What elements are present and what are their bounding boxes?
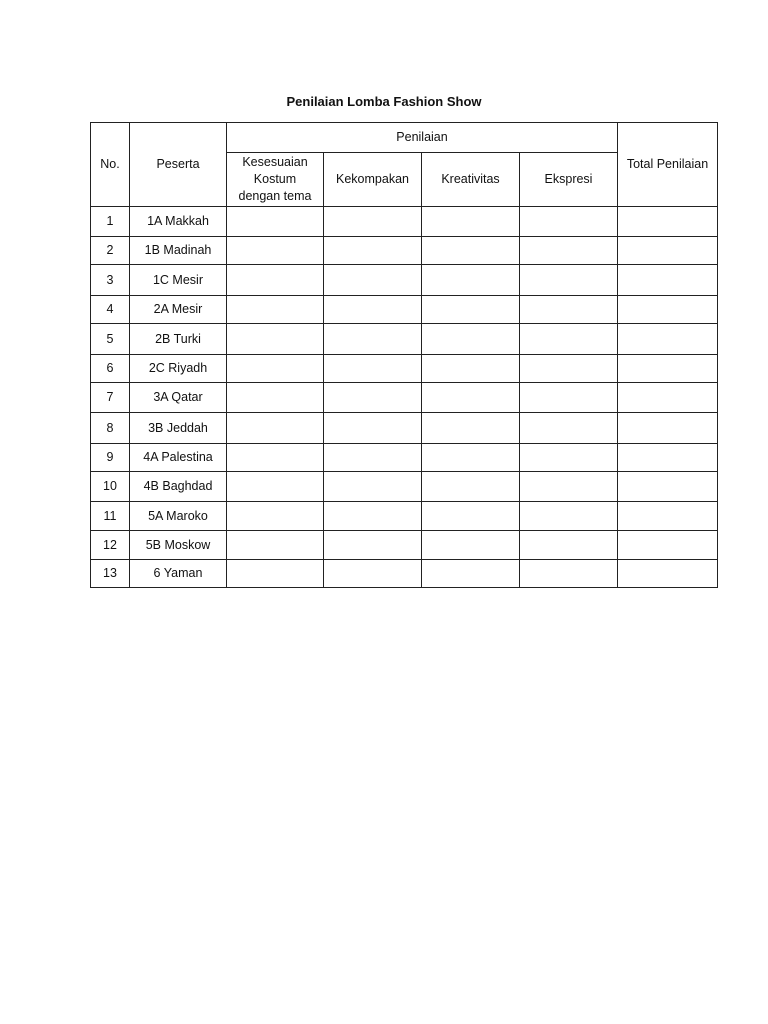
cell-kreativitas	[422, 296, 520, 324]
cell-kreativitas	[422, 531, 520, 560]
cell-kesesuaian-kostum	[227, 324, 324, 355]
table-row	[91, 472, 718, 502]
cell-no: 2	[91, 237, 130, 265]
cell-no: 6	[91, 355, 130, 383]
cell-ekspresi	[520, 296, 618, 324]
cell-ekspresi	[520, 383, 618, 413]
cell-kesesuaian-kostum	[227, 531, 324, 560]
cell-total-penilaian	[618, 502, 718, 531]
cell-total-penilaian	[618, 383, 718, 413]
cell-kekompakan	[324, 296, 422, 324]
cell-kekompakan	[324, 207, 422, 237]
cell-ekspresi	[520, 472, 618, 502]
cell-kreativitas	[422, 265, 520, 296]
cell-total-penilaian	[618, 560, 718, 588]
cell-peserta: 2C Riyadh	[130, 355, 227, 383]
cell-no: 13	[91, 560, 130, 588]
cell-total-penilaian	[618, 531, 718, 560]
cell-no: 1	[91, 207, 130, 237]
cell-kreativitas	[422, 444, 520, 472]
table-row	[91, 383, 718, 413]
cell-no: 11	[91, 502, 130, 531]
cell-kreativitas	[422, 237, 520, 265]
cell-total-penilaian	[618, 413, 718, 444]
header-peserta: Peserta	[130, 123, 227, 207]
cell-kesesuaian-kostum	[227, 355, 324, 383]
cell-kekompakan	[324, 413, 422, 444]
header-no: No.	[91, 123, 130, 207]
cell-kekompakan	[324, 560, 422, 588]
cell-kreativitas	[422, 560, 520, 588]
header-kesesuaian-kostum: Kesesuaian Kostum dengan tema	[227, 153, 324, 207]
cell-no: 4	[91, 296, 130, 324]
table-row	[91, 413, 718, 444]
cell-kesesuaian-kostum	[227, 444, 324, 472]
header-ekspresi: Ekspresi	[520, 153, 618, 207]
cell-kekompakan	[324, 324, 422, 355]
cell-peserta: 1C Mesir	[130, 265, 227, 296]
cell-no: 3	[91, 265, 130, 296]
cell-peserta: 2B Turki	[130, 324, 227, 355]
cell-kreativitas	[422, 324, 520, 355]
cell-peserta: 5B Moskow	[130, 531, 227, 560]
cell-no: 8	[91, 413, 130, 444]
table-row	[91, 444, 718, 472]
header-total-penilaian: Total Penilaian	[618, 123, 718, 207]
cell-no: 10	[91, 472, 130, 502]
cell-kreativitas	[422, 383, 520, 413]
cell-kesesuaian-kostum	[227, 296, 324, 324]
cell-ekspresi	[520, 265, 618, 296]
cell-kekompakan	[324, 265, 422, 296]
header-kekompakan: Kekompakan	[324, 153, 422, 207]
cell-ekspresi	[520, 531, 618, 560]
cell-no: 12	[91, 531, 130, 560]
table-body	[91, 207, 718, 588]
table-row	[91, 560, 718, 588]
table-row	[91, 531, 718, 560]
cell-ekspresi	[520, 413, 618, 444]
cell-peserta: 4A Palestina	[130, 444, 227, 472]
cell-no: 5	[91, 324, 130, 355]
cell-ekspresi	[520, 444, 618, 472]
cell-total-penilaian	[618, 324, 718, 355]
cell-kreativitas	[422, 502, 520, 531]
table-row	[91, 207, 718, 237]
cell-total-penilaian	[618, 472, 718, 502]
cell-ekspresi	[520, 355, 618, 383]
cell-kreativitas	[422, 355, 520, 383]
cell-total-penilaian	[618, 207, 718, 237]
cell-kesesuaian-kostum	[227, 560, 324, 588]
cell-peserta: 2A Mesir	[130, 296, 227, 324]
table-row	[91, 296, 718, 324]
cell-kekompakan	[324, 531, 422, 560]
cell-kekompakan	[324, 444, 422, 472]
cell-ekspresi	[520, 207, 618, 237]
table-row	[91, 324, 718, 355]
header-penilaian: Penilaian	[227, 123, 618, 153]
cell-ekspresi	[520, 502, 618, 531]
cell-ekspresi	[520, 324, 618, 355]
cell-peserta: 1A Makkah	[130, 207, 227, 237]
cell-kesesuaian-kostum	[227, 413, 324, 444]
cell-kesesuaian-kostum	[227, 207, 324, 237]
cell-kreativitas	[422, 207, 520, 237]
cell-peserta: 3B Jeddah	[130, 413, 227, 444]
score-table	[90, 122, 718, 588]
cell-kekompakan	[324, 472, 422, 502]
cell-kekompakan	[324, 355, 422, 383]
cell-no: 7	[91, 383, 130, 413]
cell-peserta: 6 Yaman	[130, 560, 227, 588]
cell-total-penilaian	[618, 444, 718, 472]
cell-kesesuaian-kostum	[227, 237, 324, 265]
cell-kekompakan	[324, 502, 422, 531]
cell-total-penilaian	[618, 265, 718, 296]
cell-kekompakan	[324, 383, 422, 413]
cell-total-penilaian	[618, 296, 718, 324]
cell-kesesuaian-kostum	[227, 265, 324, 296]
cell-kesesuaian-kostum	[227, 472, 324, 502]
cell-no: 9	[91, 444, 130, 472]
table-row	[91, 237, 718, 265]
cell-ekspresi	[520, 560, 618, 588]
cell-ekspresi	[520, 237, 618, 265]
cell-kreativitas	[422, 472, 520, 502]
cell-kekompakan	[324, 237, 422, 265]
table-row	[91, 355, 718, 383]
cell-peserta: 4B Baghdad	[130, 472, 227, 502]
page-title: Penilaian Lomba Fashion Show	[286, 94, 482, 109]
cell-kesesuaian-kostum	[227, 383, 324, 413]
cell-peserta: 5A Maroko	[130, 502, 227, 531]
cell-total-penilaian	[618, 237, 718, 265]
cell-peserta: 3A Qatar	[130, 383, 227, 413]
cell-kreativitas	[422, 413, 520, 444]
cell-kesesuaian-kostum	[227, 502, 324, 531]
cell-peserta: 1B Madinah	[130, 237, 227, 265]
table-row	[91, 502, 718, 531]
table-row	[91, 265, 718, 296]
cell-total-penilaian	[618, 355, 718, 383]
header-kreativitas: Kreativitas	[422, 153, 520, 207]
